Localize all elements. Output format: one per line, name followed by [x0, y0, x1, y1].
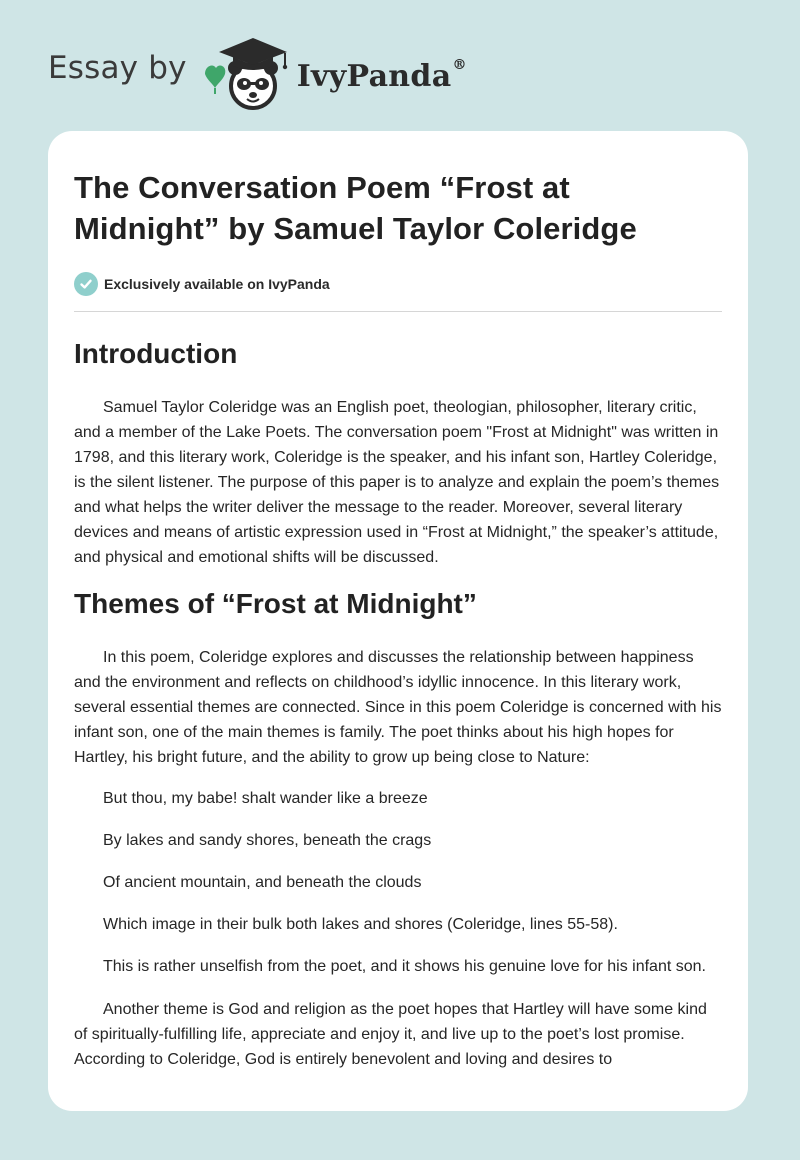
verse-line: Which image in their bulk both lakes and shores (Coleridge, lines 55-58).	[103, 916, 618, 933]
panda-graduate-icon	[201, 32, 291, 112]
paragraph: This is rather unselfish from the poet, and it shows his genuine love for his infant son.	[103, 958, 706, 975]
checkmark-icon	[74, 272, 98, 296]
verse-line: But thou, my babe! shalt wander like a breeze	[103, 790, 428, 807]
ivypanda-logo[interactable]	[201, 32, 291, 112]
paragraph: In this poem, Coleridge explores and discusses the relationship between happiness and the environment and reflects on childhood’s idyllic innocence. In this literary work, several essential themes are connected. Since in this poem Coleridge is concerned with his infant son, one of the main themes is family. The poet thinks about his high hopes for Hartley, his bright future, and the ability to grow up being close to Nature:	[74, 649, 722, 766]
exclusive-badge	[74, 271, 722, 297]
divider	[74, 311, 722, 312]
verse-line: Of ancient mountain, and beneath the clouds	[103, 874, 422, 891]
exclusive-label: Exclusively available on IvyPanda	[104, 276, 330, 292]
brand-name[interactable]: IvyPanda®	[296, 56, 467, 94]
paragraph: Samuel Taylor Coleridge was an English poet, theologian, philosopher, literary critic, and a member of the Lake Poets. The conversation poem "Frost at Midnight" was written in 1798, and this literary work, Coleridge is the speaker, and his infant son, Hartley Coleridge, is the silent listener. The purpose of this paper is to analyze and explain the poem’s themes and what helps the writer deliver the message to the reader. Moreover, several literary devices and means of artistic expression used in “Frost at Midnight,” the speaker’s attitude, and physical and emotional shifts will be discussed.	[74, 399, 720, 566]
essay-card	[48, 131, 748, 1111]
paragraph: Another theme is God and religion as the poet hopes that Hartley will have some kind of spiritually-fulfilling life, appreciate and enjoy it, and live up to the poet’s lost promise. According to Coleridge, God is entirely benevolent and loving and desires to	[74, 1001, 707, 1068]
section-heading-themes: Themes of “Frost at Midnight”	[74, 588, 477, 619]
site-header	[48, 32, 467, 112]
registered-trademark: ®	[452, 56, 467, 73]
section-heading-introduction: Introduction	[74, 338, 238, 369]
essay-title: The Conversation Poem “Frost at Midnight” by Samuel Taylor Coleridge	[74, 170, 637, 246]
essay-by-label: Essay by	[48, 50, 187, 86]
verse-line: By lakes and sandy shores, beneath the crags	[103, 832, 432, 849]
